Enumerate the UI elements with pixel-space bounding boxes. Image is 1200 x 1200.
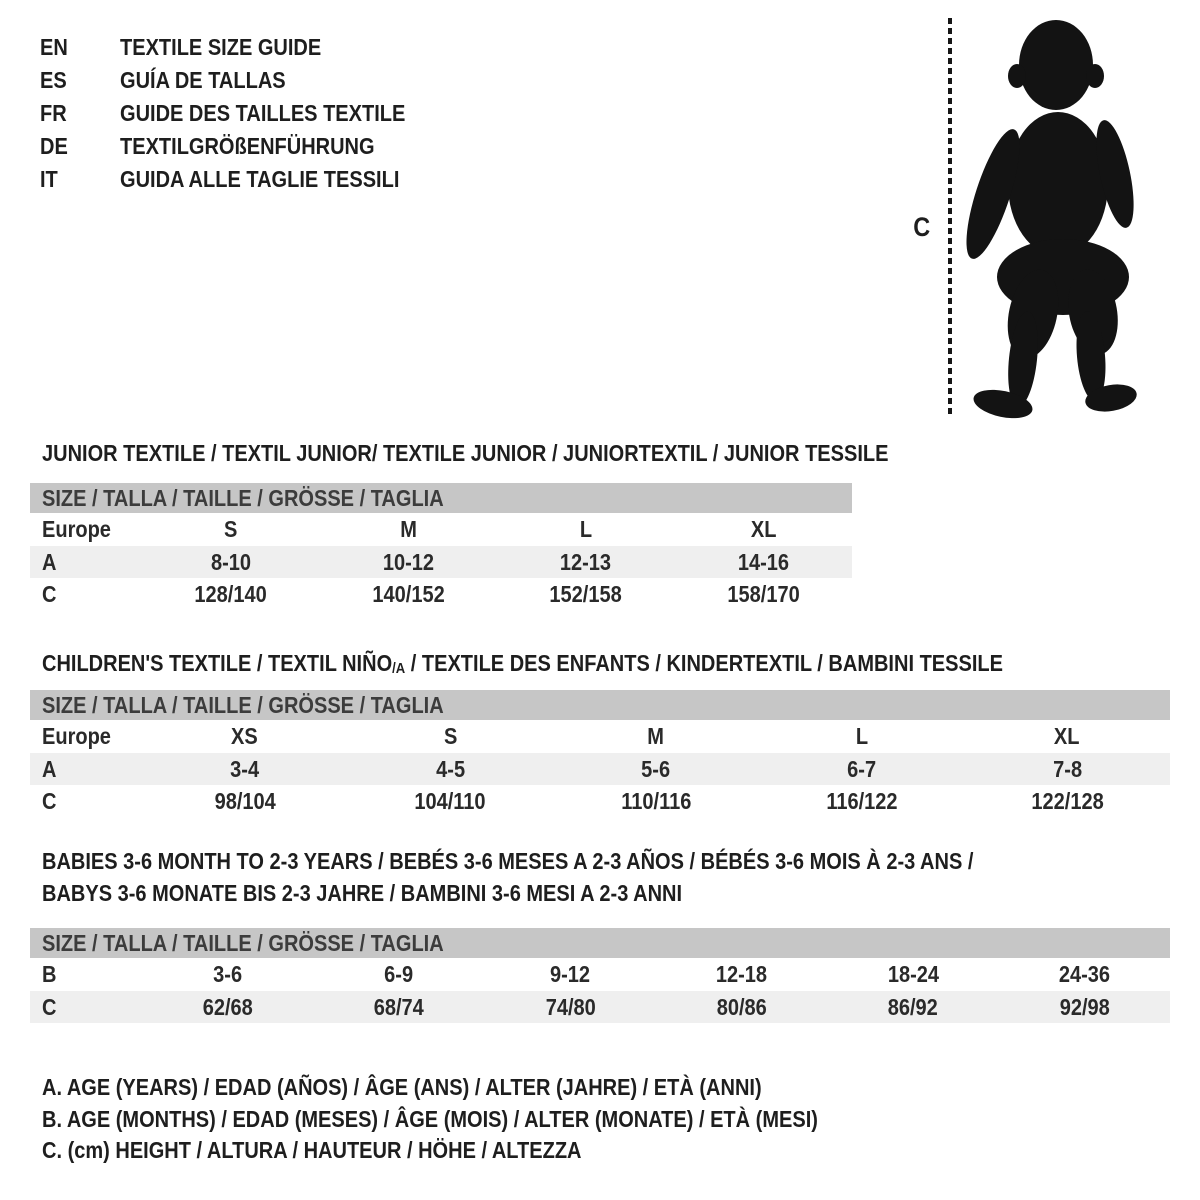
size-cell: M [399, 516, 417, 542]
row-label: C [42, 581, 57, 607]
table-row [30, 958, 1170, 991]
size-cell: 86/92 [887, 993, 939, 1020]
table-row [30, 546, 852, 579]
section-title-line: BABIES 3-6 MONTH TO 2-3 YEARS / BEBÉS 3-6 MESES A 2-3 AÑOS / BÉBÉS 3-6 MOIS À 2-3 ANS / [42, 848, 974, 874]
size-cell: 7-8 [1052, 755, 1082, 782]
row-label: Europe [42, 516, 111, 542]
language-row [40, 31, 448, 64]
size-header-label: SIZE / TALLA / TAILLE / GRÖSSE / TAGLIA [42, 930, 444, 956]
row-label: C [42, 788, 57, 814]
size-cell: 92/98 [1059, 993, 1110, 1020]
row-label: B [42, 961, 57, 987]
size-cell: M [647, 723, 665, 749]
table-row [30, 720, 1170, 753]
language-code: DE [40, 133, 68, 159]
language-code: ES [40, 67, 67, 93]
size-cell: 14-16 [737, 548, 789, 575]
table-row [30, 785, 1170, 818]
size-cell: 104/110 [414, 788, 487, 814]
size-cell: 4-5 [435, 755, 465, 782]
size-table-header-bar [30, 928, 1170, 958]
size-cell: 74/80 [545, 993, 596, 1020]
footnotes [42, 1072, 934, 1167]
language-row [40, 64, 448, 97]
size-cell: 5-6 [641, 755, 671, 782]
size-cell: 98/104 [214, 788, 276, 814]
language-row [40, 97, 448, 130]
junior-section-title [42, 438, 1015, 470]
children-size-table [30, 690, 1170, 818]
footnote-line: B. AGE (MONTHS) / EDAD (MESES) / ÂGE (MOIS) / ALTER (MONATE) / ETÀ (MESI) [42, 1105, 818, 1132]
table-row [30, 513, 852, 546]
size-cell: XL [1054, 723, 1080, 749]
size-cell: 3-4 [230, 755, 260, 782]
size-header-label: SIZE / TALLA / TAILLE / GRÖSSE / TAGLIA [42, 485, 444, 511]
height-measure-dashed-line [948, 18, 952, 418]
size-cell: S [443, 723, 458, 749]
footnote-line: A. AGE (YEARS) / EDAD (AÑOS) / ÂGE (ANS) / ALTER (JAHRE) / ETÀ (ANNI) [42, 1074, 762, 1100]
height-measure-label: C [913, 212, 931, 242]
language-title-list [40, 31, 448, 196]
size-cell: 140/152 [372, 581, 445, 607]
children-table-rows [30, 720, 1170, 818]
size-cell: 9-12 [550, 961, 591, 987]
size-cell: XL [750, 516, 777, 542]
size-header-label: SIZE / TALLA / TAILLE / GRÖSSE / TAGLIA [42, 692, 444, 718]
footnote-line: C. (cm) HEIGHT / ALTURA / HAUTEUR / HÖHE / ALTEZZA [42, 1137, 582, 1163]
row-label: A [42, 548, 57, 575]
size-table-header-bar [30, 483, 852, 513]
size-cell: 128/140 [194, 581, 267, 607]
language-code: IT [40, 166, 58, 192]
section-title-line: CHILDREN'S TEXTILE / TEXTIL NIÑO/A / TEXTILE DES ENFANTS / KINDERTEXTIL / BAMBINI TESSILE [42, 650, 1003, 677]
language-code: EN [40, 34, 68, 60]
babies-table-rows [30, 958, 1170, 1023]
row-label: C [42, 993, 57, 1020]
size-cell: L [855, 723, 868, 749]
row-label: Europe [42, 723, 111, 749]
table-row [30, 753, 1170, 786]
size-cell: 10-12 [382, 548, 434, 575]
size-cell: 6-7 [847, 755, 877, 782]
babies-section-title [42, 846, 1113, 909]
language-title: TEXTILGRÖßENFÜHRUNG [120, 133, 375, 159]
section-title-line: BABYS 3-6 MONATE BIS 2-3 JAHRE / BAMBINI 3-6 MESI A 2-3 ANNI [42, 879, 683, 906]
size-cell: 8-10 [210, 548, 251, 575]
size-cell: S [224, 516, 238, 542]
size-cell: 158/170 [727, 581, 800, 607]
size-cell: 12-18 [716, 961, 768, 987]
size-table-header-bar [30, 690, 1170, 720]
size-cell: 116/122 [825, 788, 898, 814]
toddler-silhouette-image [963, 14, 1141, 420]
table-row [30, 991, 1170, 1024]
size-cell: 122/128 [1030, 788, 1104, 814]
size-cell: 80/86 [716, 993, 767, 1020]
size-cell: 68/74 [373, 993, 425, 1020]
size-cell: 152/158 [549, 581, 622, 607]
size-cell: 24-36 [1058, 961, 1110, 987]
size-cell: 3-6 [213, 961, 243, 987]
size-cell: XS [231, 723, 259, 749]
language-title: GUÍA DE TALLAS [120, 67, 286, 93]
language-title: GUIDE DES TAILLES TEXTILE [120, 100, 406, 126]
language-row [40, 130, 448, 163]
section-title-line: JUNIOR TEXTILE / TEXTIL JUNIOR/ TEXTILE JUNIOR / JUNIORTEXTIL / JUNIOR TESSILE [42, 440, 889, 466]
size-cell: L [579, 516, 592, 542]
children-section-title [42, 648, 1147, 685]
language-row [40, 163, 448, 196]
language-title: TEXTILE SIZE GUIDE [120, 34, 322, 60]
junior-table-rows [30, 513, 852, 611]
table-row [30, 578, 852, 611]
language-code: FR [40, 100, 67, 126]
size-cell: 110/116 [620, 788, 692, 814]
row-label: A [42, 755, 57, 782]
size-cell: 62/68 [202, 993, 253, 1020]
size-cell: 18-24 [887, 961, 939, 987]
language-title: GUIDA ALLE TAGLIE TESSILI [120, 166, 400, 192]
babies-size-table [30, 928, 1170, 1023]
junior-size-table [30, 483, 852, 611]
size-cell: 6-9 [384, 961, 414, 987]
size-cell: 12-13 [560, 548, 612, 575]
